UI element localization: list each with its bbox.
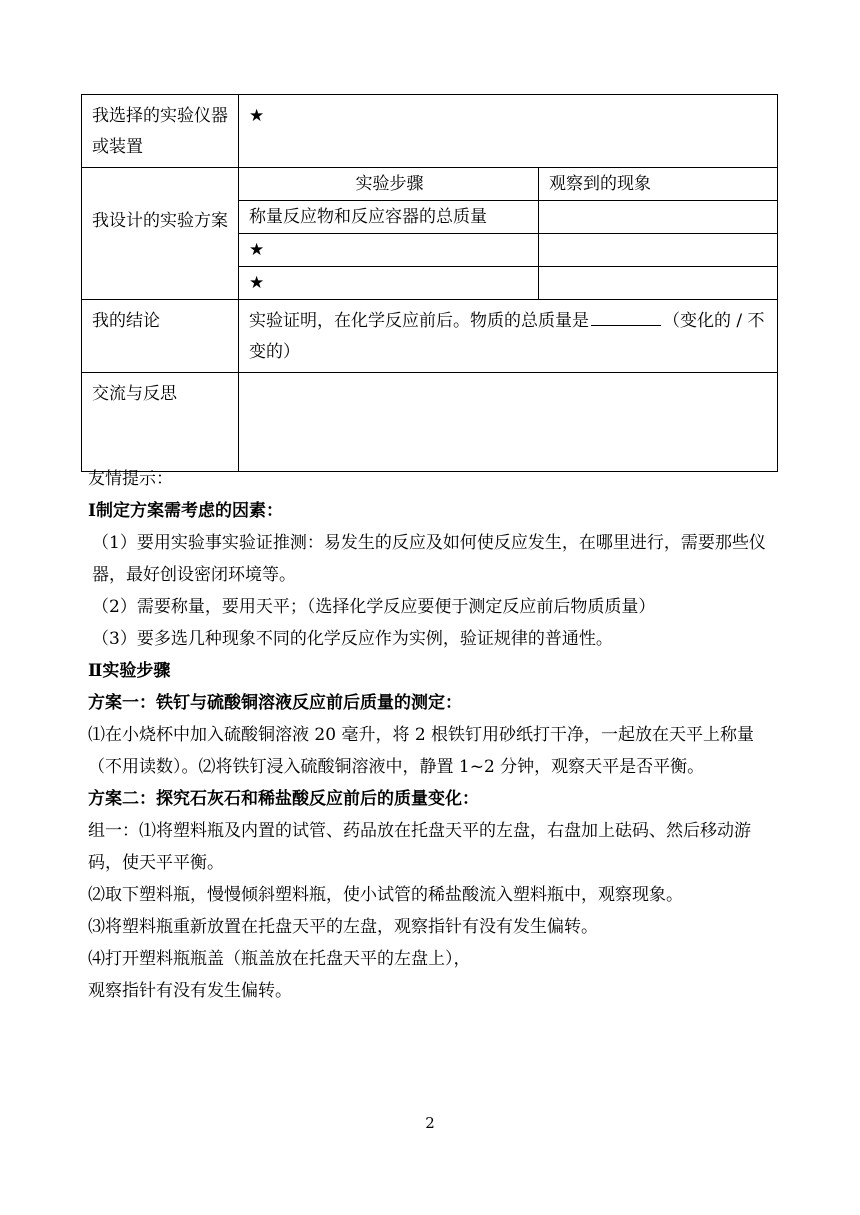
hint-item-3: （3）要多选几种现象不同的化学反应作为实例，验证规律的普通性。 xyxy=(92,629,613,649)
page-number: 2 xyxy=(425,1114,435,1132)
label-reflection: 交流与反思 xyxy=(82,373,239,472)
plan-2-step-5: 观察指针有没有发生偏转。 xyxy=(88,981,292,1001)
plan-1-text: ⑴在小烧杯中加入硫酸铜溶液 20 毫升，将 2 根铁钉用砂纸打干净，一起放在天平上称量（不用读数）。⑵将铁钉浸入硫酸铜溶液中，静置 1~2 分钟，观察天平是否平衡。 xyxy=(88,725,755,777)
header-steps: 实验步骤 xyxy=(239,168,539,201)
conclusion-text-after: （变化的 / 不变的） xyxy=(249,311,765,362)
hints-heading: 友情提示： xyxy=(88,469,173,489)
row-conclusion xyxy=(82,300,778,373)
hint-item-1: （1）要用实验事实验证推测：易发生的反应及如何使反应发生，在哪里进行，需要那些仪器，最好创设密闭环境等。 xyxy=(92,533,766,585)
step-1-cell: 称量反应物和反应容器的总质量 xyxy=(239,201,539,234)
label-plan: 我设计的实验方案 xyxy=(82,168,239,300)
observation-1-cell xyxy=(539,201,778,234)
plan-2-step-3: ⑶将塑料瓶重新放置在托盘天平的左盘，观察指针有没有发生偏转。 xyxy=(88,917,598,937)
plan-1-title: 方案一：铁钉与硫酸铜溶液反应前后质量的测定： xyxy=(88,693,462,713)
plan-2-step-2: ⑵取下塑料瓶，慢慢倾斜塑料瓶，使小试管的稀盐酸流入塑料瓶中，观察现象。 xyxy=(88,885,683,905)
row-plan-header xyxy=(82,168,778,201)
section-2-title: Ⅱ实验步骤 xyxy=(88,661,171,681)
row-reflection xyxy=(82,373,778,472)
observation-3-cell xyxy=(539,267,778,300)
experiment-table xyxy=(81,94,778,472)
answer-blank xyxy=(591,324,661,326)
observation-2-cell xyxy=(539,234,778,267)
conclusion-cell xyxy=(239,300,778,373)
hints-section xyxy=(88,463,778,1007)
apparatus-cell: ★ xyxy=(239,95,778,168)
label-apparatus: 我选择的实验仪器或装置 xyxy=(82,95,239,168)
plan-2-step-4: ⑷打开塑料瓶瓶盖（瓶盖放在托盘天平的左盘上）， xyxy=(88,949,471,969)
reflection-cell xyxy=(239,373,778,472)
label-conclusion: 我的结论 xyxy=(82,300,239,373)
step-3-cell: ★ xyxy=(239,267,539,300)
section-1-title: Ⅰ制定方案需考虑的因素： xyxy=(88,501,283,521)
conclusion-text-before: 实验证明，在化学反应前后。物质的总质量是 xyxy=(249,311,589,331)
step-2-cell: ★ xyxy=(239,234,539,267)
plan-2-step-1: 组一：⑴将塑料瓶及内置的试管、药品放在托盘天平的左盘，右盘加上砝码、然后移动游码，使天平平衡。 xyxy=(88,821,751,873)
header-observations: 观察到的现象 xyxy=(539,168,778,201)
plan-2-title: 方案二：探究石灰石和稀盐酸反应前后的质量变化： xyxy=(88,789,479,809)
row-apparatus xyxy=(82,95,778,168)
hint-item-2: （2）需要称量，要用天平；（选择化学反应要便于测定反应前后物质质量） xyxy=(92,597,656,617)
